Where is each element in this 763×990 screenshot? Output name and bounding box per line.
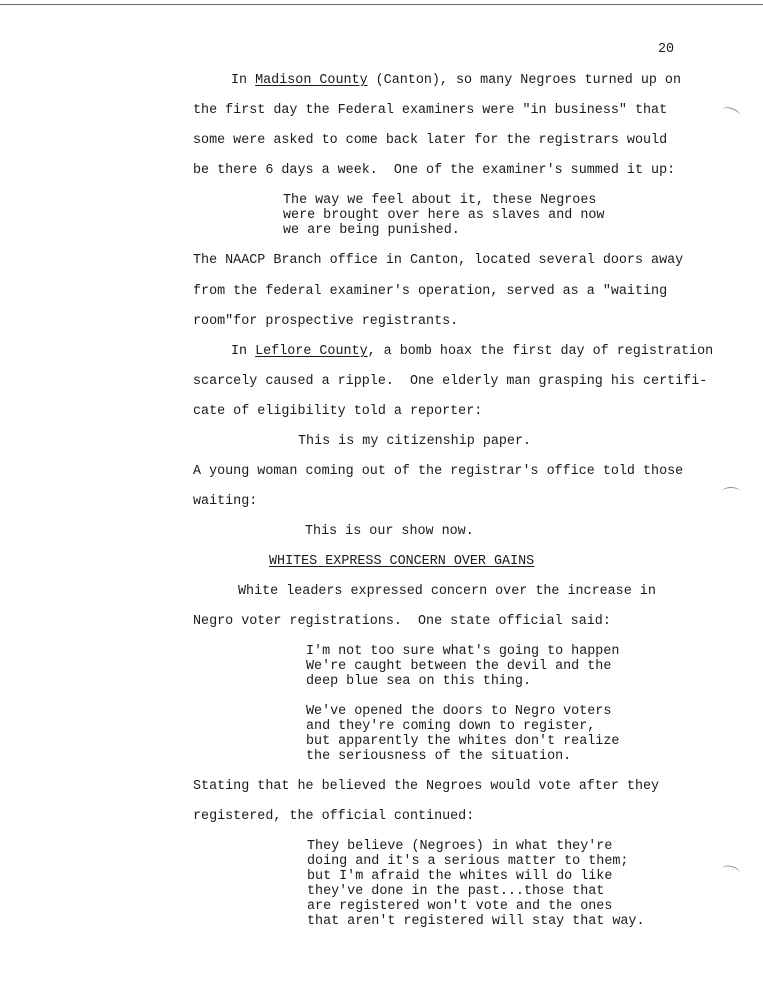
text: (Canton), so many Negroes turned up on xyxy=(367,73,682,88)
paragraph-line: room"for prospective registrants. xyxy=(193,314,459,329)
paragraph-line xyxy=(231,73,681,89)
quote-line: and they're coming down to register, xyxy=(306,719,596,734)
underlined-county: Madison County xyxy=(255,73,368,88)
quote-line: were brought over here as slaves and now xyxy=(283,208,605,223)
quote-line: they've done in the past...those that xyxy=(307,884,605,899)
quote-line: I'm not too sure what's going to happen xyxy=(306,644,620,659)
quote-line: We're caught between the devil and the xyxy=(306,659,612,674)
paragraph-line: White leaders expressed concern over the increase in xyxy=(238,584,656,599)
paragraph-line: be there 6 days a week. One of the examiner's summed it up: xyxy=(193,163,676,178)
quote-line: that aren't registered will stay that way. xyxy=(307,914,645,929)
quote-line: They believe (Negroes) in what they're xyxy=(307,839,613,854)
quote-line: doing and it's a serious matter to them; xyxy=(307,854,629,869)
paragraph-line: scarcely caused a ripple. One elderly man grasping his certifi- xyxy=(193,374,708,389)
quote-line: but I'm afraid the whites will do like xyxy=(307,869,613,884)
scan-mark xyxy=(721,105,741,120)
paragraph-line xyxy=(231,344,713,360)
quote-line: We've opened the doors to Negro voters xyxy=(306,704,612,719)
paragraph-line: from the federal examiner's operation, served as a "waiting xyxy=(193,284,668,299)
quote-line: deep blue sea on this thing. xyxy=(306,674,531,689)
top-rule xyxy=(0,4,763,5)
text: In xyxy=(231,73,256,88)
quote-line: The way we feel about it, these Negroes xyxy=(283,193,597,208)
text: , a bomb hoax the first day of registration xyxy=(367,344,714,359)
paragraph-line: Stating that he believed the Negroes would vote after they xyxy=(193,779,660,794)
paragraph-line: waiting: xyxy=(193,494,258,509)
paragraph-line: cate of eligibility told a reporter: xyxy=(193,404,483,419)
quote-line: are registered won't vote and the ones xyxy=(307,899,613,914)
page-number: 20 xyxy=(658,42,675,57)
section-heading: WHITES EXPRESS CONCERN OVER GAINS xyxy=(269,554,535,569)
scan-mark xyxy=(722,487,740,496)
paragraph-line: registered, the official continued: xyxy=(193,809,475,824)
quote-line: we are being punished. xyxy=(283,223,460,238)
paragraph-line: The NAACP Branch office in Canton, located several doors away xyxy=(193,253,684,268)
underlined-county: Leflore County xyxy=(255,344,368,359)
text: In xyxy=(231,344,256,359)
paragraph-line: A young woman coming out of the registrar's office told those xyxy=(193,464,684,479)
scan-mark xyxy=(721,864,741,877)
paragraph-line: some were asked to come back later for the registrars would xyxy=(193,133,668,148)
quote-line: This is my citizenship paper. xyxy=(298,434,532,449)
quote-line: the seriousness of the situation. xyxy=(306,749,572,764)
quote-line: but apparently the whites don't realize xyxy=(306,734,620,749)
paragraph-line: the first day the Federal examiners were "in business" that xyxy=(193,103,668,118)
paragraph-line: Negro voter registrations. One state official said: xyxy=(193,614,611,629)
quote-line: This is our show now. xyxy=(305,524,474,539)
